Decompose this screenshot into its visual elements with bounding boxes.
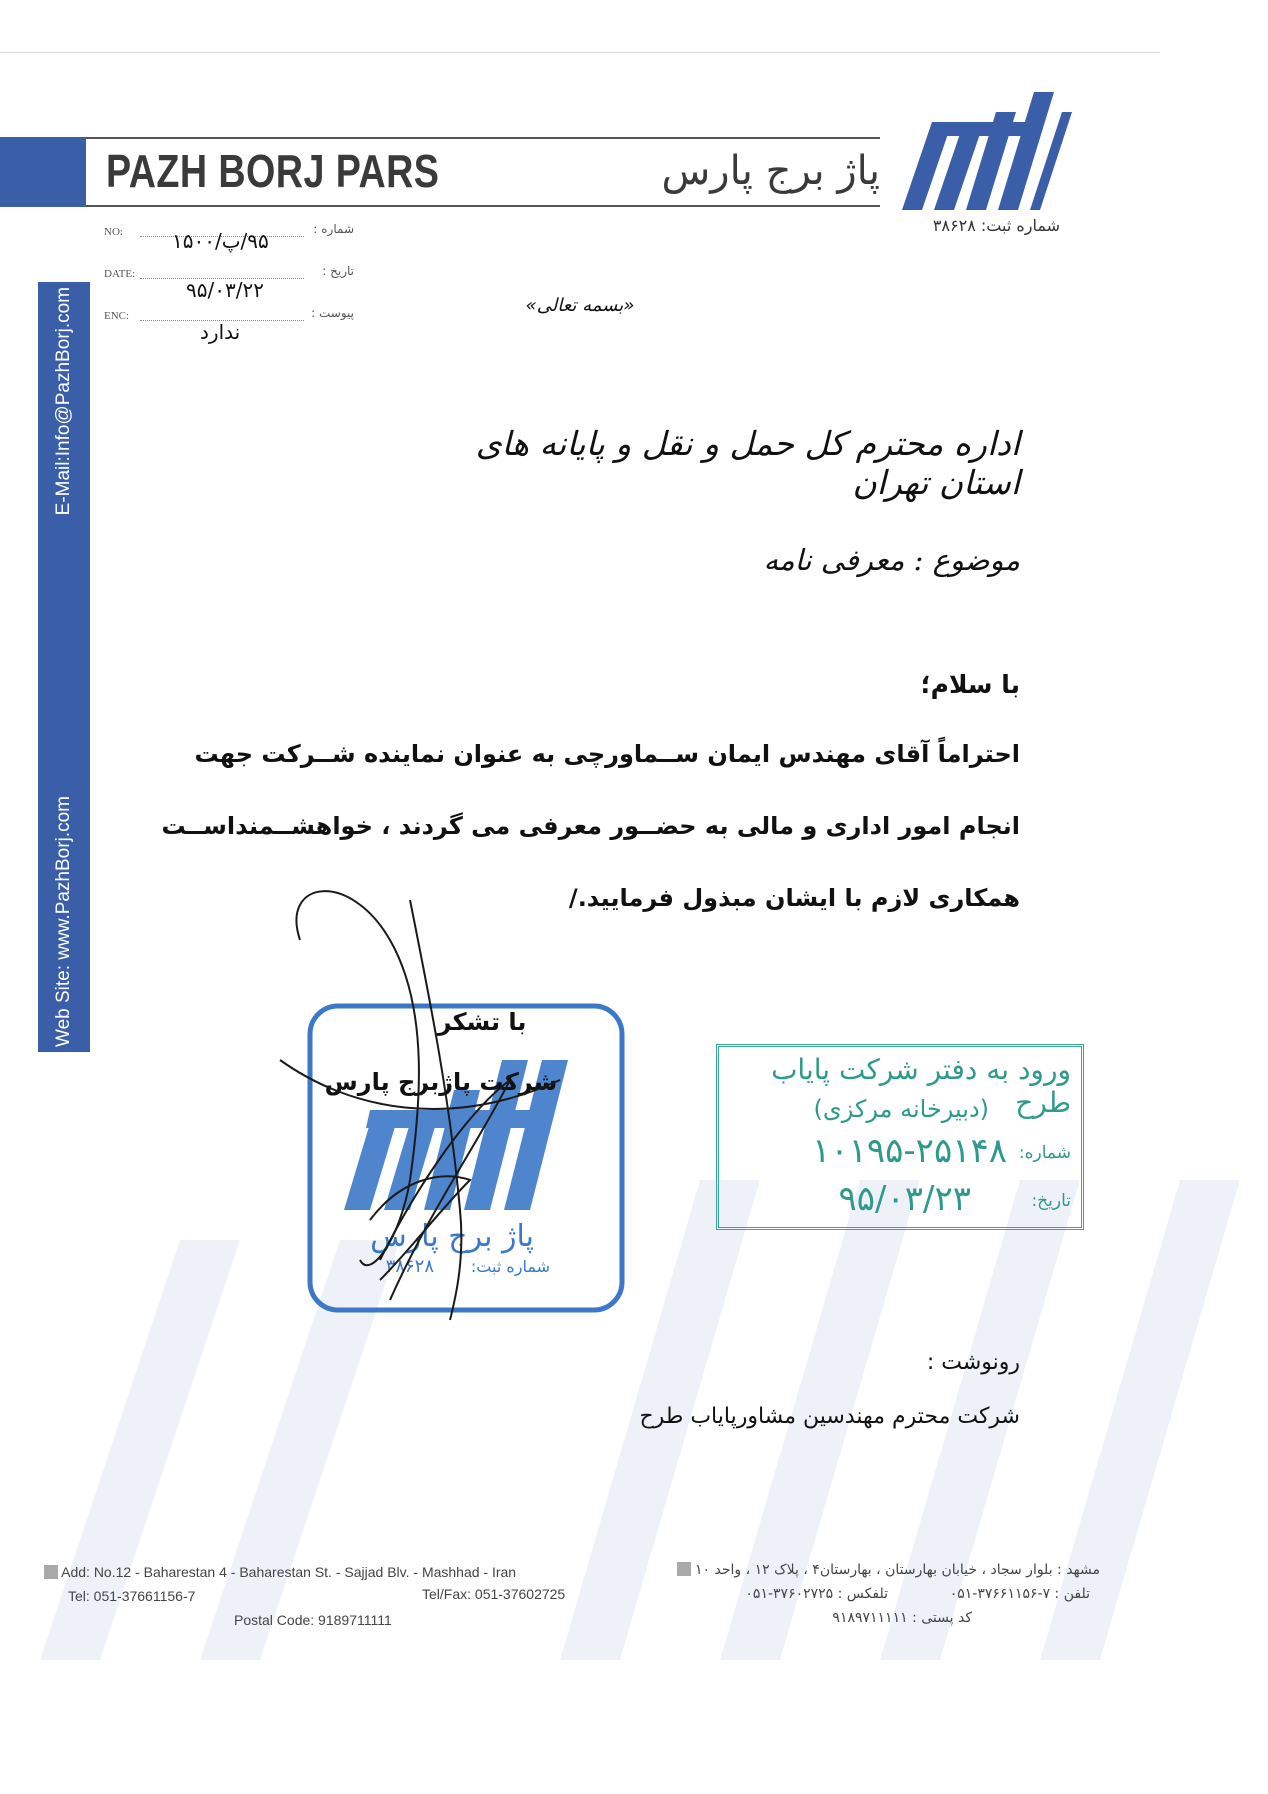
footer-fax-fa: تلفکس : ۳۷۶۰۲۷۲۵-۰۵۱: [745, 1586, 888, 1602]
cc-label: رونوشت :: [926, 1350, 1020, 1375]
stamp-registration-label: شماره ثبت:: [470, 1257, 550, 1276]
signature-company: شرکت پاژبرج پارس: [324, 1068, 558, 1096]
footer-address-fa-text: مشهد : بلوار سجاد ، خیابان بهارستان ، بهارستان۴ ، پلاک ۱۲ ، واحد ۱۰: [695, 1562, 1100, 1578]
header-line-bottom: [86, 205, 880, 207]
meta-enclosure-value: ندارد: [200, 320, 241, 344]
meta-number-value: ۹۵/پ/۱۵۰۰: [172, 229, 269, 253]
meta-date-label-en: DATE:: [104, 268, 136, 280]
footer-tel-en: Tel: 051-37661156-7: [68, 1588, 196, 1604]
closing: با تشکر: [437, 1008, 527, 1036]
handwritten-signature: [260, 880, 580, 1330]
meta-enclosure-label-en: ENC:: [104, 310, 130, 322]
meta-date-label-fa: تاریخ :: [322, 264, 354, 278]
subject: موضوع : معرفی نامه: [763, 543, 1020, 577]
body-line: همکاری لازم با ایشان مبذول فرمایید./: [568, 884, 1020, 912]
receipt-date-value: ۹۵/۰۳/۲۳: [838, 1179, 971, 1219]
body-line: احتراماً آقای مهندس ایمان ســماورچی به عنوان نماینده شــرکت جهت: [194, 740, 1020, 768]
stamp-registration-value: ۳۸۶۲۸: [385, 1256, 434, 1277]
sidebar-website: Web Site: www.PazhBorj.com: [53, 796, 74, 1047]
header-line-top: [86, 137, 880, 139]
bullet-square-icon: [44, 1565, 58, 1579]
stamp-company-name: پاژ برج پارس: [370, 1219, 534, 1254]
receipt-number-label: شماره:: [1018, 1143, 1071, 1163]
greeting: با سلام؛: [920, 670, 1020, 699]
company-logo-icon: [892, 82, 1072, 212]
registration-number: شماره ثبت: ۳۸۶۲۸: [932, 216, 1060, 235]
brand-name-en: PAZH BORJ PARS: [106, 145, 440, 197]
cc-recipient: شرکت محترم مهندسین مشاورپایاب طرح: [639, 1404, 1020, 1429]
meta-number-label-fa: شماره :: [313, 222, 354, 236]
receipt-stamp: [716, 1044, 1084, 1230]
sidebar-email: E-Mail:Info@PazhBorj.com: [53, 287, 74, 516]
meta-date-value: ۹۵/۰۳/۲۲: [186, 278, 264, 302]
footer-address-en-text: Add: No.12 - Baharestan 4 - Baharestan St. - Sajjad Blv. - Mashhad - Iran: [61, 1564, 517, 1580]
header-band: [0, 137, 86, 207]
bullet-square-icon: [677, 1562, 691, 1576]
receipt-stamp-subtitle: (دبیرخانه مرکزی): [813, 1095, 989, 1123]
footer-fax-en: Tel/Fax: 051-37602725: [422, 1586, 566, 1602]
receipt-number-value: ۱۰۱۹۵-۲۵۱۴۸: [812, 1131, 1007, 1171]
bismillah: «بسمه تعالی»: [525, 295, 635, 316]
sidebar-contact: [50, 287, 78, 1047]
meta-enclosure-label-fa: پیوست :: [311, 306, 354, 320]
receipt-date-label: تاریخ:: [1031, 1191, 1071, 1211]
footer-postal-fa: کد پستی : ۹۱۸۹۷۱۱۱۱۱: [832, 1610, 972, 1626]
receipt-stamp-title: ورود به دفتر شرکت پایاب طرح: [771, 1053, 1071, 1119]
meta-number-label-en: NO:: [104, 226, 123, 238]
footer-postal-en: Postal Code: 9189711111: [234, 1612, 392, 1628]
recipient: اداره محترم کل حمل و نقل و پایانه های استان تهران: [475, 424, 1020, 502]
body-line: انجام امور اداری و مالی به حضــور معرفی می گردند ، خواهشــمنداســت: [161, 812, 1020, 840]
top-rule: [0, 52, 1160, 53]
footer-tel-fa: تلفن : ۷-۳۷۶۶۱۱۵۶-۰۵۱: [949, 1586, 1090, 1602]
brand-name-fa: پاژ برج پارس: [661, 148, 880, 194]
